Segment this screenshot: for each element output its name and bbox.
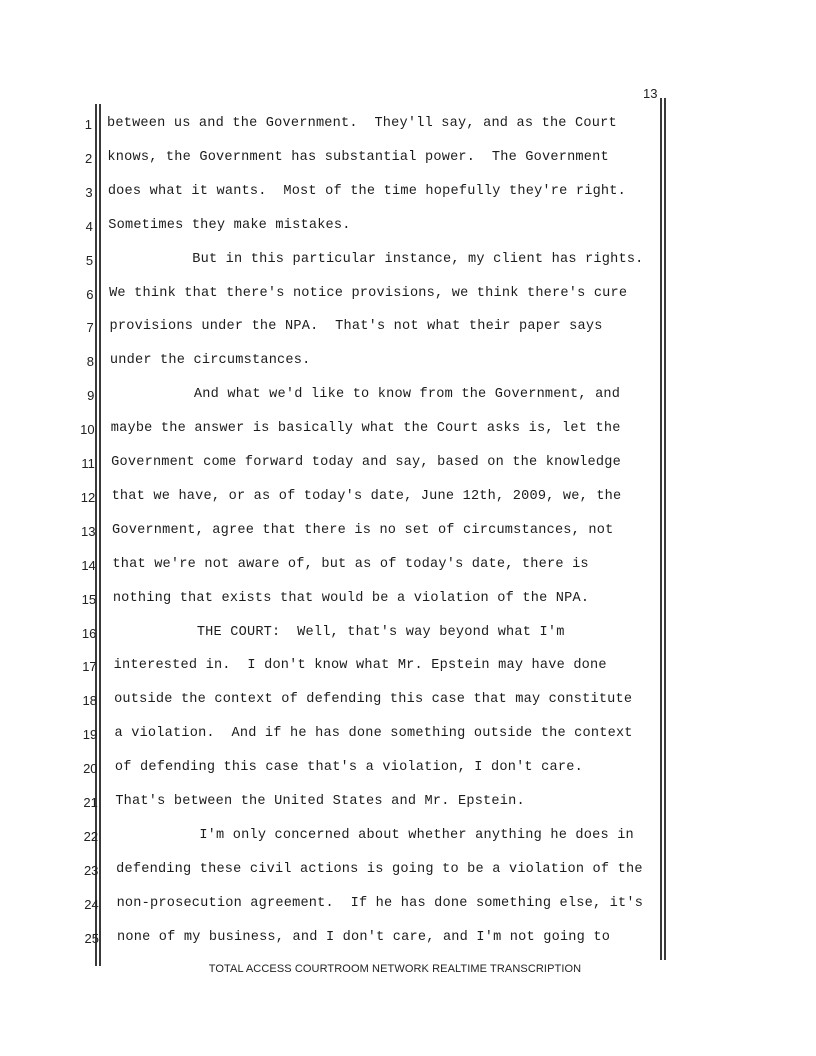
transcript-line: of defending this case that's a violation, I don't care. [114,760,583,776]
transcript-line: THE COURT: Well, that's way beyond what I'm [113,624,565,640]
transcript-line: But in this particular instance, my client has rights. [108,251,644,267]
transcript-line: We think that there's notice provisions, we think there's cure [109,285,628,301]
line-number: 21 [83,795,98,810]
transcript-line: knows, the Government has substantial power. The Government [107,149,609,165]
transcript-line: Government, agree that there is no set of circumstances, not [112,522,614,538]
line-number: 11 [81,456,95,471]
transcript-line: That's between the United States and Mr. Epstein. [115,794,525,809]
line-number: 3 [85,184,93,200]
transcript-line: between us and the Government. They'll say, and as the Court [107,116,617,131]
line-number: 8 [86,354,95,370]
line-number: 19 [82,727,98,743]
transcript-line: interested in. I don't know what Mr. Epstein may have done [113,658,607,674]
line-number: 12 [80,489,96,505]
line-number: 24 [84,896,99,912]
line-number: 13 [81,523,96,539]
line-number: 14 [81,557,96,573]
transcript-line: that we're not aware of, but as of today's date, there is [112,556,589,572]
line-number: 18 [82,693,97,709]
line-number: 9 [87,388,95,404]
line-number: 7 [86,320,94,336]
line-number: 2 [85,150,93,166]
page-footer: TOTAL ACCESS COURTROOM NETWORK REALTIME TRANSCRIPTION [208,963,582,975]
line-number: 4 [85,218,93,234]
line-number: 25 [84,930,99,946]
line-number: 15 [81,591,97,607]
line-number: 20 [83,761,98,777]
transcript-line: a violation. And if he has done something outside the context [114,726,633,742]
transcript-line: maybe the answer is basically what the Court asks is, let the [110,421,621,437]
line-number: 5 [85,252,94,268]
transcript-line: does what it wants. Most of the time hopefully they're right. [107,183,626,199]
transcript-line: defending these civil actions is going to be a violation of the [116,861,643,877]
transcript-line: provisions under the NPA. That's not what their paper says [109,319,603,335]
right-margin-rule-inner [664,98,666,960]
transcript-line: outside the context of defending this case that may constitute [114,692,633,708]
transcript-line: And what we'd like to know from the Government, and [110,387,621,403]
transcript-line: nothing that exists that would be a violation of the NPA. [112,590,590,606]
transcript-line: I'm only concerned about whether anything he does in [115,827,634,843]
transcript-line: non-prosecution agreement. If he has done something else, it's [116,895,644,911]
transcript-line: Government come forward today and say, based on the knowledge [111,455,621,470]
line-number: 16 [81,625,97,641]
line-number: 23 [83,862,99,878]
transcript-line: Sometimes they make mistakes. [108,217,351,233]
transcript-line: none of my business, and I don't care, and I'm not going to [117,929,611,945]
line-number: 6 [86,286,94,302]
line-number: 1 [84,117,92,132]
line-number: 17 [82,659,97,675]
transcript-line: that we have, or as of today's date, June 12th, 2009, we, the [111,488,622,504]
line-number: 22 [83,828,99,844]
line-number: 10 [80,422,95,438]
transcript-line: under the circumstances. [109,353,311,369]
right-margin-rule [660,98,662,960]
page-number: 13 [643,86,658,101]
left-margin-rule-inner [99,104,101,966]
